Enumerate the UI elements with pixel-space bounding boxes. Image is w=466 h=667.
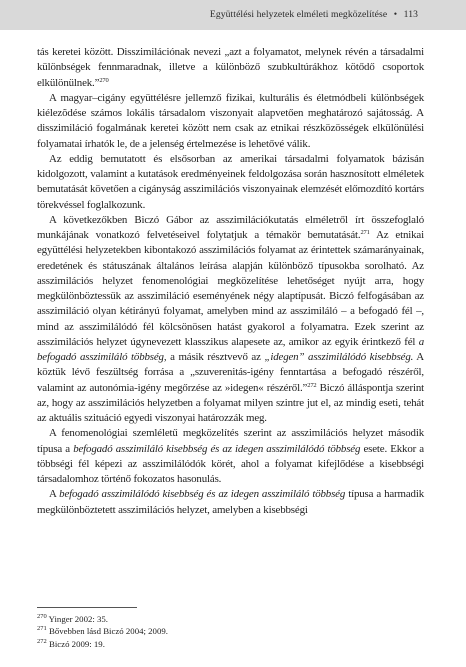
running-header — [0, 0, 466, 30]
paragraph — [37, 152, 424, 213]
footnote-number: 270 — [37, 613, 47, 620]
footnote-number: 272 — [37, 637, 47, 645]
text-run: esete. Ekkor a többségi fél képezi az asszimilálódók körét, ahol a folyamat kifejlődése a kisebbségi társadalomhoz történő fokozatos hasonulás. — [37, 442, 424, 485]
text-run: A magyar–cigány együttélésre jellemző fizikai, kulturális és életmódbeli különbségek kiélezõdése számos lokális társadalom viszonyait alapvetően meghatározó sajátosság. A disszimiláció fogalmának keretei között nem csak az etnikai részközösségek elkülönülési folyamatai írhatók le, de a jelenség értelmezése is lehetővé válik. — [37, 91, 424, 150]
text-run: A következőkben Biczó Gábor az asszimilációkutatás elméletről írt összefoglaló munkájának vonatkozó felvetéseivel folytatjuk a témakör bemutatását. — [37, 213, 424, 241]
paragraph — [37, 213, 424, 427]
footnote — [37, 638, 424, 650]
text-run: Az etnikai együttélési helyzetekben kibontakozó asszimilációs folyamat az érintettek számarányainak, eredetének és státuszának általános leírása alapján különböző típusokba sorolható. Az asszimilációs helyzet fenomenológiai megközelítése lehetőséget nyújt arra, hogy megkülönböztessük az asszimiláció eseményének négy alaptípusát. Biczó felfogásában az asszimiláció olyan kétirányú folyamat, amelyben mind az asszimiláló – a befogadó fél –, mind az asszimilálódó fél kölcsönösen hatást gyakorol a folyamatra. Ezek szerint az asszimilációs helyzet úgynevezett klasszikus alapesete az, amikor az egyik érintkező fél — [37, 229, 424, 348]
footnote-reference: 270 — [99, 76, 109, 84]
footnote-text: Bővebben lásd Biczó 2004; 2009. — [48, 626, 168, 637]
italic-text: befogadó asszimiláló kisebbség és az idegen asszimilálódó többség — [73, 442, 361, 455]
footnote-reference: 272 — [307, 381, 317, 389]
text-run: A köztük lévő feszültség forrása a „szuverenitás-igény fenntartása a befogadó részéről, valamint az autonómia-igény megőrzése az »idegen« részéről.” — [37, 351, 425, 394]
footnotes — [37, 613, 424, 650]
text-run: A fenomenológiai szemléletű megközelítés szerint az asszimilációs helyzet második típusa a — [37, 427, 424, 455]
italic-text: „idegen” asszimilálódó kisebbség. — [264, 351, 414, 363]
text-run: tás keretei között. Disszimilációnak nevezi „azt a folyamatot, melynek révén a társadalmi különbségek fennmaradnak, illetve a különböző szubkultúrákhoz kötődő csoportok elkülönülnek.” — [37, 46, 424, 89]
footnote-text: Yinger 2002: 35. — [48, 614, 108, 624]
footnote-reference: 271 — [360, 229, 370, 236]
body-text — [37, 45, 424, 518]
paragraph — [37, 487, 424, 518]
text-run: Az eddig bemutatott és elsősorban az amerikai társadalmi folyamatok bázisán kidolgozott, valamint a kutatások eredményeinek feldolgozása során hasznosított elméletek bemutatását követően a cigányság asszimilációs viszonyainak elemzését előmozdító kortárs törekvéssel foglalkozunk. — [37, 152, 424, 211]
paragraph — [37, 45, 424, 91]
text-run: A — [49, 488, 60, 501]
paragraph — [37, 426, 424, 487]
footnote-number: 271 — [37, 625, 47, 633]
italic-text: befogadó asszimilálódó kisebbség és az idegen asszimiláló többség — [59, 488, 346, 501]
footnote-text: Biczó 2009: 19. — [48, 638, 105, 649]
text-run: a másik résztvevő az — [166, 351, 265, 363]
footnote-rule — [37, 607, 137, 608]
italic-text: a befogadó asszimiláló többség, — [37, 335, 424, 363]
text-run: Biczó álláspontja szerint az, hogy az asszimilációs helyzetben a folyamat milyen szintre jut el, az mindig eseti, tehát az aktuális szituáció egyedi viszonyai határozzák meg. — [37, 381, 424, 424]
footnote — [37, 625, 424, 637]
header-title: Együttélési helyzetek elméleti megközelítése — [209, 9, 388, 20]
paragraph — [37, 91, 424, 152]
page-number: 113 — [403, 9, 418, 20]
text-run: típusa a harmadik megkülönböztetett asszimilációs helyzet, amelyben a kisebbségi — [37, 488, 424, 516]
header-separator: • — [393, 9, 398, 20]
footnote — [37, 613, 424, 625]
